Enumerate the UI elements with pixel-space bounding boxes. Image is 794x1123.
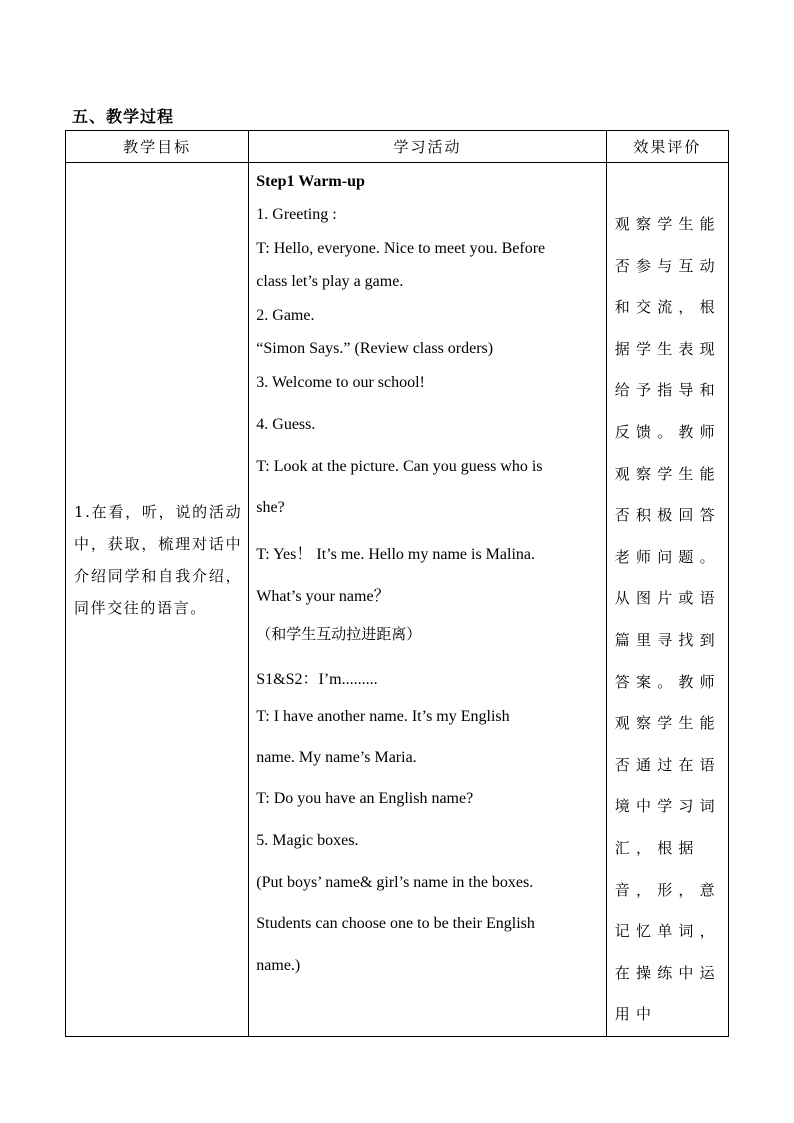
teaching-goal-cell [66,163,249,1037]
activity-line: 3. Welcome to our school! [256,374,425,391]
teaching-goal-text: 1.在看，听，说的活动中，获取，梳理对话中介绍同学和自我介绍，同伴交往的语言。 [74,502,243,617]
activity-line: name. My name’s Maria. [256,749,417,766]
activity-line: T: Hello, everyone. Nice to meet you. Before [256,240,546,257]
activity-line: T: I have another name. It’s my English [256,708,510,725]
activity-line: “Simon Says.” (Review class orders) [256,340,494,357]
table-header-row [66,131,729,163]
activity-line: What’s your name？ [256,588,390,605]
activity-line: (Put boys’ name& girl’s name in the boxes. [256,874,534,891]
activity-line: name.) [256,957,301,974]
activity-line: S1&S2：I’m......... [256,671,378,688]
activity-line: Students can choose one to be their English [256,915,535,932]
activity-line: 4. Guess. [256,416,316,433]
activity-line: T: Look at the picture. Can you guess who is [256,458,543,475]
header-teaching-goal: 教学目标 [66,131,249,163]
header-learning-activity: 学习活动 [249,131,607,163]
table-body-row [66,163,729,1037]
activity-line: 1. Greeting : [256,206,337,223]
activity-line: she? [256,499,285,516]
header-effect-evaluation: 效果评价 [606,131,728,163]
learning-activity-cell [249,163,607,1037]
activity-line: Step1 Warm-up [256,173,365,190]
effect-evaluation-cell [606,163,728,1037]
activity-line: （和学生互动拉进距离） [256,625,422,643]
section-heading: 五、教学过程 [72,107,175,126]
activity-list [256,173,600,983]
activity-line: class let’s play a game. [256,273,404,290]
activity-line: T: Yes！ It’s me. Hello my name is Malina. [256,546,536,563]
evaluation-text: 观察学生能否参与互动和交流，根据学生表现给予指导和反馈。教师观察学生能否积极回答老师问题。从图片或语篇里寻找到答案。教师观察学生能否通过在语境中学习词汇，根据音，形，意记忆单词，在操练中运用中 [614,215,721,1024]
activity-line: 2. Game. [256,307,315,324]
activity-line: 5. Magic boxes. [256,832,359,849]
lesson-process-table [65,130,729,1037]
activity-line: T: Do you have an English name? [256,790,474,807]
